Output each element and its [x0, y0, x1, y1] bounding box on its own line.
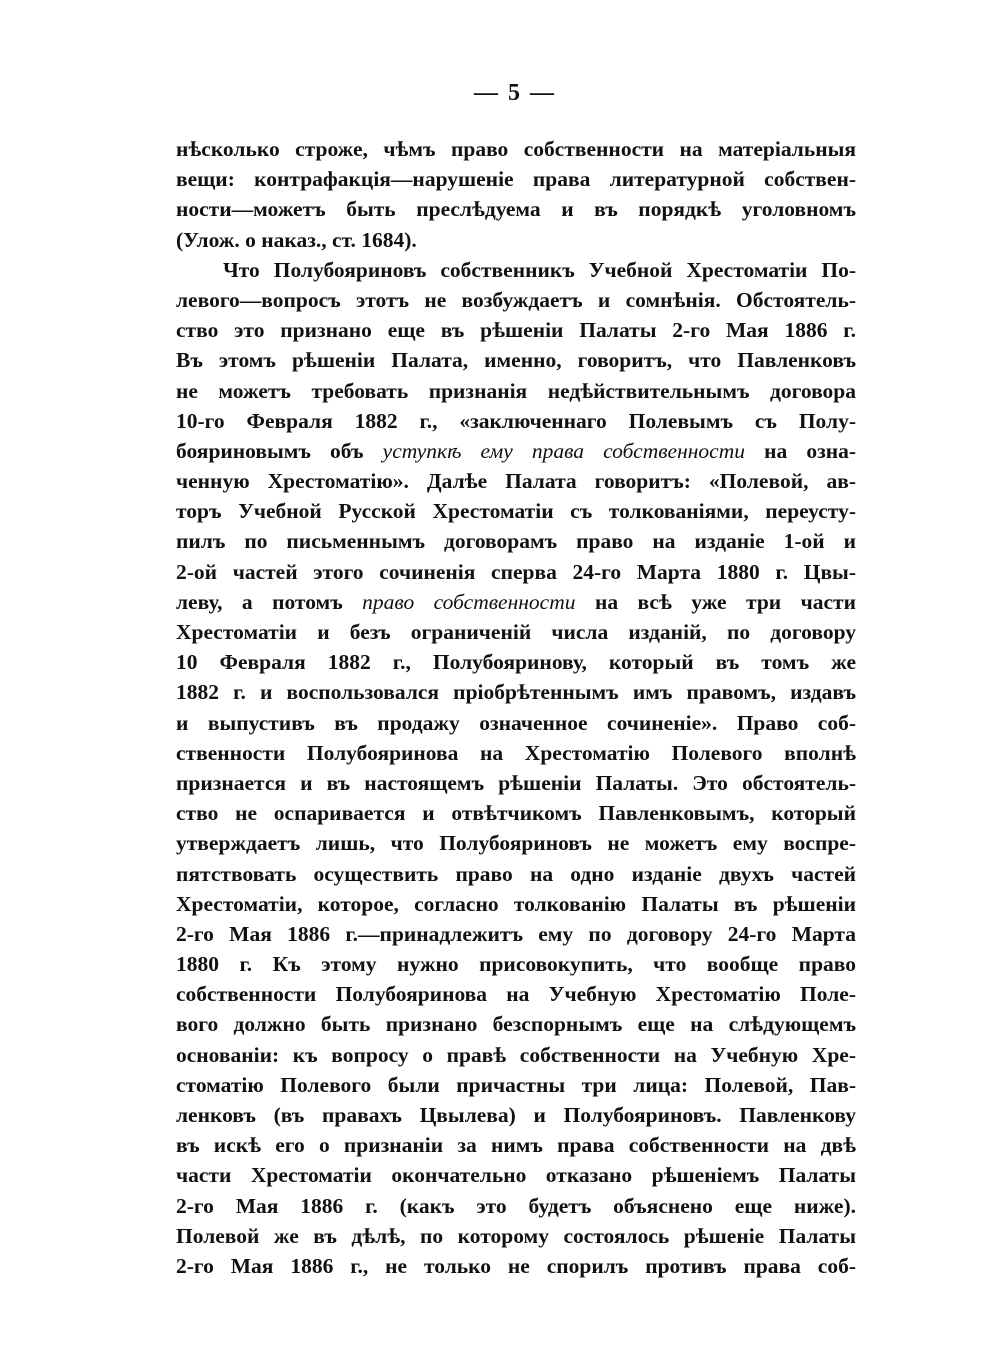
text-line	[176, 738, 856, 768]
text-segment: левого—вопросъ этотъ не возбуждаетъ и сомнѣнія. Обстоятель-	[176, 287, 856, 312]
text-segment: пилъ по письменнымъ договорамъ право на изданіе 1-ой и	[176, 529, 856, 554]
text-segment: (Улож. о наказ., ст. 1684).	[176, 227, 417, 252]
text-segment: Полевой же въ дѣлѣ, по которому состоялось рѣшеніе Палаты	[176, 1223, 856, 1248]
text-segment: ственности Полубояринова на Хрестоматію Полевого вполнѣ	[176, 740, 856, 765]
text-line	[176, 889, 856, 919]
text-line	[176, 768, 856, 798]
text-line	[176, 285, 856, 315]
text-line	[176, 1251, 856, 1281]
text-segment: нѣсколько строже, чѣмъ право собственности на матеріальныя	[176, 137, 856, 161]
text-line	[176, 1160, 856, 1190]
text-segment: ство не оспаривается и отвѣтчикомъ Павленковымъ, который	[176, 801, 856, 826]
text-line	[176, 1221, 856, 1251]
text-line	[176, 436, 856, 466]
text-line	[176, 194, 856, 224]
text-segment: и выпустивъ въ продажу означенное сочиненіе». Право соб-	[176, 710, 856, 735]
text-segment: ство это признано еще въ рѣшеніи Палаты 2-го Мая 1886 г.	[176, 318, 856, 343]
paragraph	[176, 134, 856, 255]
text-line	[176, 1070, 856, 1100]
text-segment: 1882 г. и воспользовался пріобрѣтеннымъ имъ правомъ, издавъ	[176, 680, 856, 705]
text-segment: 1880 г. Къ этому нужно присовокупить, что вообще право	[176, 952, 856, 977]
text-line	[176, 557, 856, 587]
text-line	[176, 376, 856, 406]
text-segment: собственности Полубояринова на Учебную Хрестоматію Поле-	[176, 982, 856, 1007]
text-segment: на всѣ уже три части	[575, 589, 857, 614]
text-segment: не можетъ требовать признанія недѣйствительнымъ договора	[176, 378, 856, 403]
text-segment: признается и въ настоящемъ рѣшеніи Палаты. Это обстоятель-	[176, 770, 856, 795]
italic-text: уступкѣ ему права собственности	[382, 438, 745, 463]
body-text	[176, 134, 856, 1281]
text-line	[176, 587, 856, 617]
text-segment: въ искѣ его о признаніи за нимъ права собственности на двѣ	[176, 1133, 856, 1158]
text-line	[176, 919, 856, 949]
text-segment: Хрестоматіи и безъ ограниченій числа изданій, по договору	[176, 620, 856, 644]
text-segment: Хрестоматіи, которое, согласно толкованію Палаты въ рѣшеніи	[176, 891, 856, 916]
text-segment: пятствовать осуществить право на одно изданіе двухъ частей	[176, 861, 856, 886]
text-segment: Что Полубояриновъ собственникъ Учебной Хрестоматіи По-	[223, 257, 856, 282]
text-segment: 2-го Мая 1886 г.—принадлежитъ ему по договору 24-го Марта	[176, 921, 856, 946]
text-segment: стоматію Полевого были причастны три лица: Полевой, Пав-	[176, 1072, 856, 1097]
text-segment: 2-ой частей этого сочиненія сперва 24-го Марта 1880 г. Цвы-	[176, 559, 856, 584]
text-line	[176, 859, 856, 889]
text-segment: на озна-	[745, 438, 857, 463]
text-line	[176, 466, 856, 496]
text-segment: ленковъ (въ правахъ Цвылева) и Полубояриновъ. Павленкову	[176, 1103, 856, 1127]
text-line	[176, 134, 856, 164]
text-segment: утверждаетъ лишь, что Полубояриновъ не можетъ ему воспре-	[176, 831, 856, 856]
text-line	[176, 1130, 856, 1160]
text-line	[176, 496, 856, 526]
text-segment: леву, а потомъ	[176, 589, 363, 614]
paragraph	[176, 255, 856, 1281]
text-line	[176, 315, 856, 345]
text-line	[176, 647, 856, 677]
text-segment: ченную Хрестоматію». Далѣе Палата говоритъ: «Полевой, ав-	[176, 469, 856, 494]
text-line	[176, 979, 856, 1009]
text-line	[176, 345, 856, 375]
text-line	[176, 526, 856, 556]
text-line	[176, 1191, 856, 1221]
text-line	[176, 1100, 856, 1130]
text-segment: вещи: контрафакція—нарушеніе права литературной собствен-	[176, 167, 856, 192]
text-line	[176, 225, 856, 255]
text-segment: вого должно быть признано безспорнымъ еще на слѣдующемъ	[176, 1012, 856, 1037]
text-segment: Въ этомъ рѣшеніи Палата, именно, говоритъ, что Павленковъ	[176, 348, 856, 373]
text-line	[176, 828, 856, 858]
text-line	[176, 949, 856, 979]
text-line	[176, 677, 856, 707]
text-line	[176, 617, 856, 647]
text-segment: ности—можетъ быть преслѣдуема и въ порядкѣ уголовномъ	[176, 197, 856, 222]
text-segment: 10 Февраля 1882 г., Полубояринову, который въ томъ же	[176, 650, 856, 675]
text-segment: 2-го Мая 1886 г., не только не спорилъ противъ права соб-	[176, 1253, 856, 1278]
text-line	[176, 164, 856, 194]
text-line	[176, 1009, 856, 1039]
text-line	[176, 708, 856, 738]
text-segment: бояриновымъ объ	[176, 438, 383, 463]
text-line	[176, 1040, 856, 1070]
text-segment: основаніи: къ вопросу о правѣ собственности на Учебную Хре-	[176, 1042, 856, 1067]
text-segment: 2-го Мая 1886 г. (какъ это будетъ объяснено еще ниже).	[176, 1193, 856, 1218]
page-number: — 5 —	[474, 80, 556, 106]
italic-text: право собственности	[362, 589, 576, 614]
text-segment: торъ Учебной Русской Хрестоматіи съ толкованіями, переусту-	[176, 499, 856, 524]
text-segment: 10-го Февраля 1882 г., «заключеннаго Полевымъ съ Полу-	[176, 408, 856, 433]
text-segment: части Хрестоматіи окончательно отказано рѣшеніемъ Палаты	[176, 1163, 856, 1188]
text-line	[176, 406, 856, 436]
text-line	[176, 255, 856, 285]
text-line	[176, 798, 856, 828]
